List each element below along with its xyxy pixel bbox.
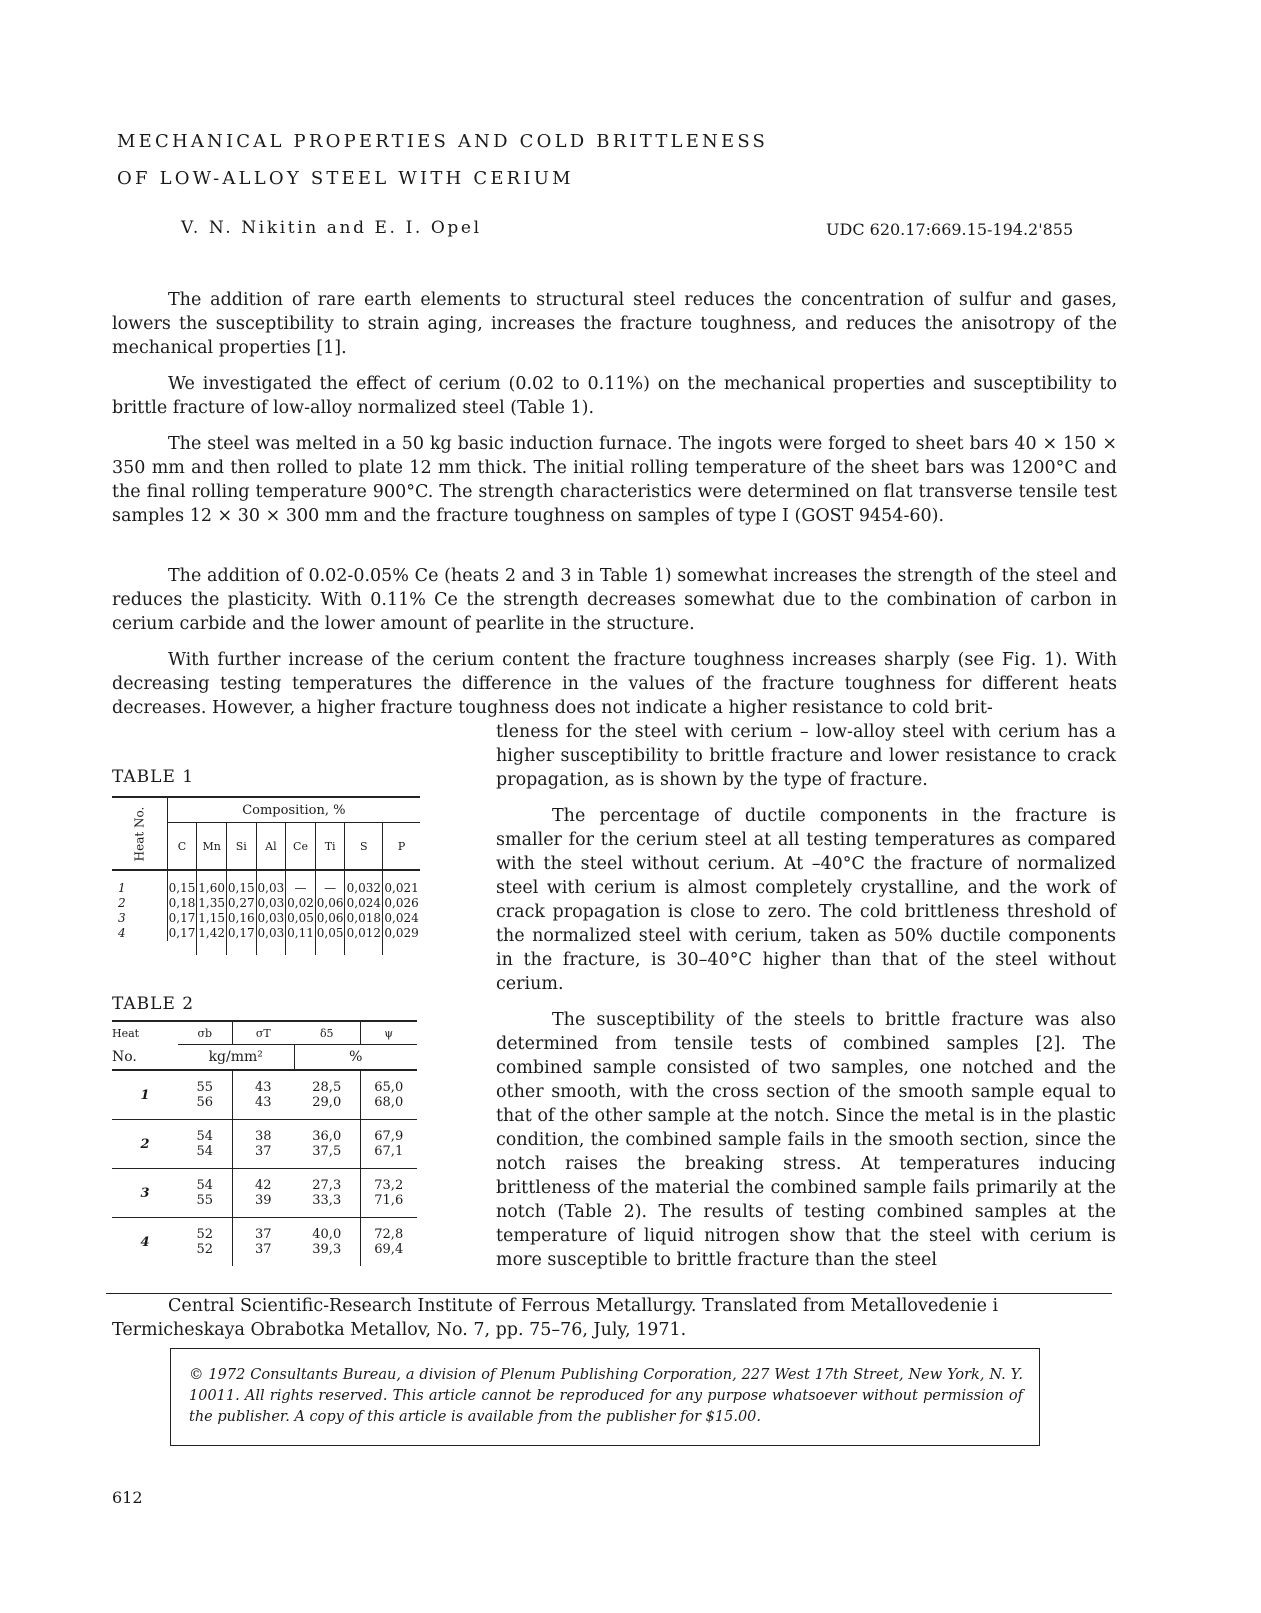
paragraph-5-continued: tleness for the steel with cerium – low-alloy steel with cerium has a higher susceptibility to brittle fracture and lower resistance to crack propagation, as is shown by the type of fracture.: [496, 722, 1116, 790]
copyright-notice: © 1972 Consultants Bureau, a division of Plenum Publishing Corporation, 227 West 17th Street, New York, N. Y. 10011. All rights reserved. This article cannot be reproduced for any purpose whatsoever without permission of the publisher. A copy of this article is available from the publisher for $15.00.: [189, 1367, 1023, 1425]
table-row: 3 54 55 42 39 27,3 33,3 73,2 71,6: [112, 1169, 417, 1218]
paragraph-2: We investigated the effect of cerium (0.02 to 0.11%) on the mechanical properties and susceptibility to brittle fracture of low-alloy normalized steel (Table 1).: [112, 374, 1117, 418]
column-header-p: P: [383, 823, 420, 871]
paragraph-1: The addition of rare earth elements to structural steel reduces the concentration of sulfur and gases, lowers the susceptibility to strain aging, increases the fracture toughness, and reduces the anisotropy of the mechanical properties [1].: [112, 290, 1117, 358]
table-row: 4 52 52 37 37 40,0 39,3 72,8 69,4: [112, 1218, 417, 1267]
column-header-s: S: [345, 823, 383, 871]
unit-kg-mm2: kg/mm²: [178, 1045, 294, 1071]
table-2: [112, 1020, 417, 1266]
paragraph-6: The percentage of ductile components in the fracture is smaller for the cerium steel at all testing temperatures as compared with the steel without cerium. At –40°C the fracture of normalized steel with cerium is almost completely crystalline, and the work of crack propagation is close to zero. The cold brittleness threshold of the normalized steel with cerium, taken as 50% ductile components in the fracture, is 30–40°C higher than that of the steel without cerium.: [496, 806, 1116, 994]
table-row: 1 55 56 43 43 28,5 29,0 65,0 68,0: [112, 1070, 417, 1120]
paragraph-3: The steel was melted in a 50 kg basic induction furnace. The ingots were forged to sheet bars 40 × 150 × 350 mm and then rolled to plate 12 mm thick. The initial rolling temperature of the sheet bars was 1200°C and the final rolling temperature 900°C. The strength characteristics were determined on flat transverse tensile test samples 12 × 30 × 300 mm and the fracture toughness on samples of type I (GOST 9454-60).: [112, 434, 1117, 526]
column-header-mn: Mn: [197, 823, 227, 871]
paper-title-line-2: OF LOW-ALLOY STEEL WITH CERIUM: [117, 168, 574, 189]
column-header-psi: ψ: [360, 1021, 417, 1045]
column-header-sigma-b: σb: [178, 1021, 232, 1045]
table-1: [112, 796, 420, 955]
column-header-sigma-t: σT: [232, 1021, 294, 1045]
table-row: 3 0,17 1,15 0,16 0,03 0,05 0,06 0,018 0,024: [112, 911, 420, 926]
column-header-si: Si: [226, 823, 256, 871]
column-header-ce: Ce: [286, 823, 316, 871]
table-row: 1 0,15 1,60 0,15 0,03 — — 0,032 0,021: [112, 881, 420, 896]
paper-title-line-1: MECHANICAL PROPERTIES AND COLD BRITTLENESS: [117, 131, 769, 152]
column-header-c: C: [167, 823, 197, 871]
udc-code: UDC 620.17:669.15-194.2'855: [826, 220, 1074, 239]
page-number: 612: [112, 1488, 143, 1507]
paragraph-5: With further increase of the cerium content the fracture toughness increases sharply (see Fig. 1). With decreasing testing temperatures the difference in the values of the fracture toughness for different heats decreases. However, a higher fracture toughness does not indicate a higher resistance to cold brit-: [112, 650, 1117, 718]
heat-label: Heat: [112, 1021, 178, 1045]
heat-label-no: No.: [112, 1045, 178, 1071]
table-row: 2 54 54 38 37 36,0 37,5 67,9 67,1: [112, 1120, 417, 1169]
copyright-box: [170, 1348, 1040, 1446]
column-header-ti: Ti: [315, 823, 345, 871]
unit-percent: %: [294, 1045, 417, 1071]
authors: V. N. Nikitin and E. I. Opel: [181, 218, 482, 238]
paragraph-7: The susceptibility of the steels to brittle fracture was also determined from tensile tests of combined samples [2]. The combined sample consisted of two samples, one notched and the other smooth, with the cross section of the smooth sample equal to that of the other sample at the notch. Since the metal is in the plastic condition, the combined sample fails in the smooth section, since the notch raises the breaking stress. At temperatures inducing brittleness of the material the combined sample fails primarily at the notch (Table 2). The results of testing combined samples at the temperature of liquid nitrogen show that the steel with cerium is more susceptible to brittle fracture than the steel: [496, 1010, 1116, 1270]
heat-no-header: Heat No.: [112, 797, 167, 870]
table-2-label: TABLE 2: [112, 994, 195, 1014]
paragraph-4: The addition of 0.02-0.05% Ce (heats 2 and 3 in Table 1) somewhat increases the strength of the steel and reduces the plasticity. With 0.11% Ce the strength decreases somewhat due to the combination of carbon in cerium carbide and the lower amount of pearlite in the structure.: [112, 566, 1117, 634]
composition-header: Composition, %: [167, 797, 420, 823]
footnote: Central Scientific-Research Institute of Ferrous Metallurgy. Translated from Metallovedenie i Termicheskaya Obrabotka Metallov, No. 7, pp. 75–76, July, 1971.: [112, 1296, 999, 1340]
column-header-delta-5: δ5: [294, 1021, 360, 1045]
table-1-label: TABLE 1: [112, 767, 195, 787]
column-header-al: Al: [256, 823, 286, 871]
table-row: 4 0,17 1,42 0,17 0,03 0,11 0,05 0,012 0,029: [112, 926, 420, 941]
table-row: 2 0,18 1,35 0,27 0,03 0,02 0,06 0,024 0,026: [112, 896, 420, 911]
